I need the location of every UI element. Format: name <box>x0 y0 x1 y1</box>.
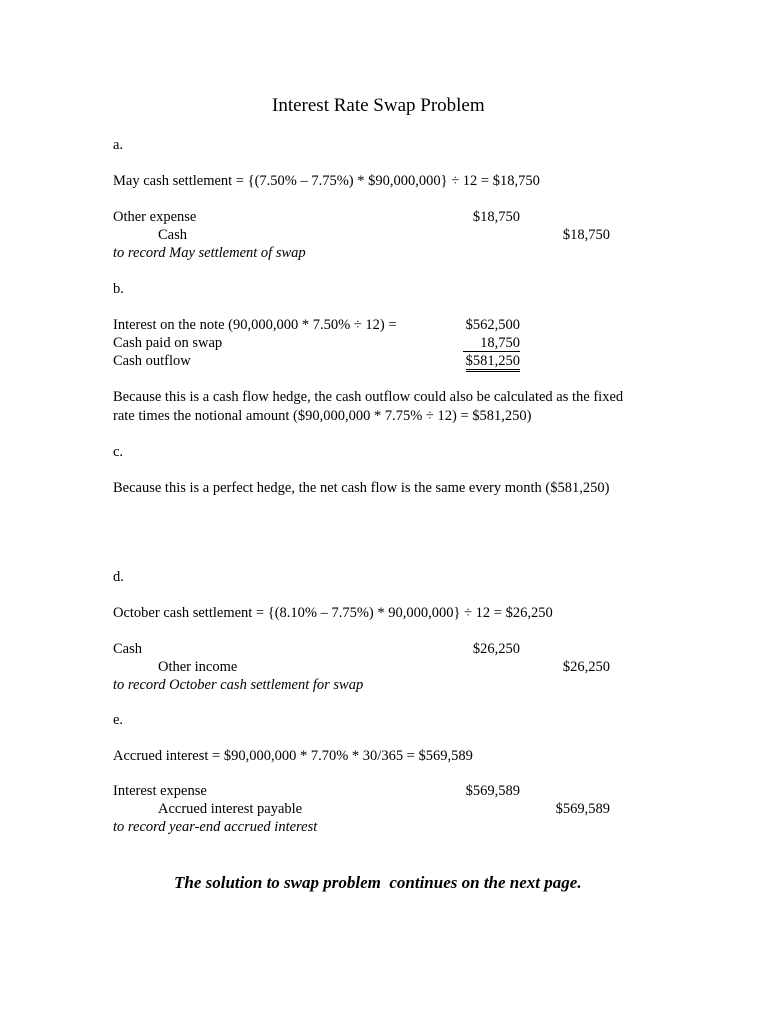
part-c-text: Because this is a perfect hedge, the net cash flow is the same every month ($581,250) <box>113 480 610 496</box>
part-e-memo: to record year-end accrued interest <box>113 819 318 835</box>
part-b-note-line-1: Because this is a cash flow hedge, the cash outflow could also be calculated as the fixed <box>113 389 624 405</box>
part-d-label: d. <box>113 569 124 585</box>
part-a-debit-account: Other expense <box>113 209 197 225</box>
part-e-debit-account: Interest expense <box>113 783 207 799</box>
part-a-label: a. <box>113 137 124 153</box>
part-d-credit-amount: $26,250 <box>562 659 610 675</box>
part-b-row-swap-label: Cash paid on swap <box>113 335 223 351</box>
part-a-debit-amount: $18,750 <box>472 209 520 225</box>
part-d-memo: to record October cash settlement for swap <box>113 677 364 693</box>
part-d-calculation: October cash settlement = {(8.10% – 7.75%) * 90,000,000} ÷ 12 = $26,250 <box>113 605 553 621</box>
part-b-row-swap-amount: 18,750 <box>463 336 520 352</box>
continuation-note: The solution to swap problem continues on the next page. <box>174 873 582 892</box>
part-d-debit-account: Cash <box>113 641 142 657</box>
part-d-debit-amount: $26,250 <box>472 641 520 657</box>
page-title: Interest Rate Swap Problem <box>272 95 485 116</box>
part-d-credit-account: Other income <box>158 659 238 675</box>
part-c-label: c. <box>113 444 124 460</box>
part-b-row-interest-label: Interest on the note (90,000,000 * 7.50% ÷ 12) = <box>113 317 397 333</box>
part-e-debit-amount: $569,589 <box>465 783 520 799</box>
part-a-credit-account: Cash <box>158 227 187 243</box>
part-e-label: e. <box>113 712 124 728</box>
part-a-calculation: May cash settlement = {(7.50% – 7.75%) * $90,000,000} ÷ 12 = $18,750 <box>113 173 540 189</box>
part-b-row-outflow-amount: $581,250 <box>466 354 520 372</box>
part-b-row-outflow-label: Cash outflow <box>113 353 191 369</box>
part-b-row-interest-amount: $562,500 <box>465 317 520 333</box>
part-b-note-line-2: rate times the notional amount ($90,000,000 * 7.75% ÷ 12) = $581,250) <box>113 408 532 424</box>
part-a-credit-amount: $18,750 <box>562 227 610 243</box>
part-e-calculation: Accrued interest = $90,000,000 * 7.70% * 30/365 = $569,589 <box>113 748 473 764</box>
part-a-memo: to record May settlement of swap <box>113 245 306 261</box>
part-e-credit-account: Accrued interest payable <box>158 801 303 817</box>
part-e-credit-amount: $569,589 <box>555 801 610 817</box>
part-b-label: b. <box>113 281 124 297</box>
